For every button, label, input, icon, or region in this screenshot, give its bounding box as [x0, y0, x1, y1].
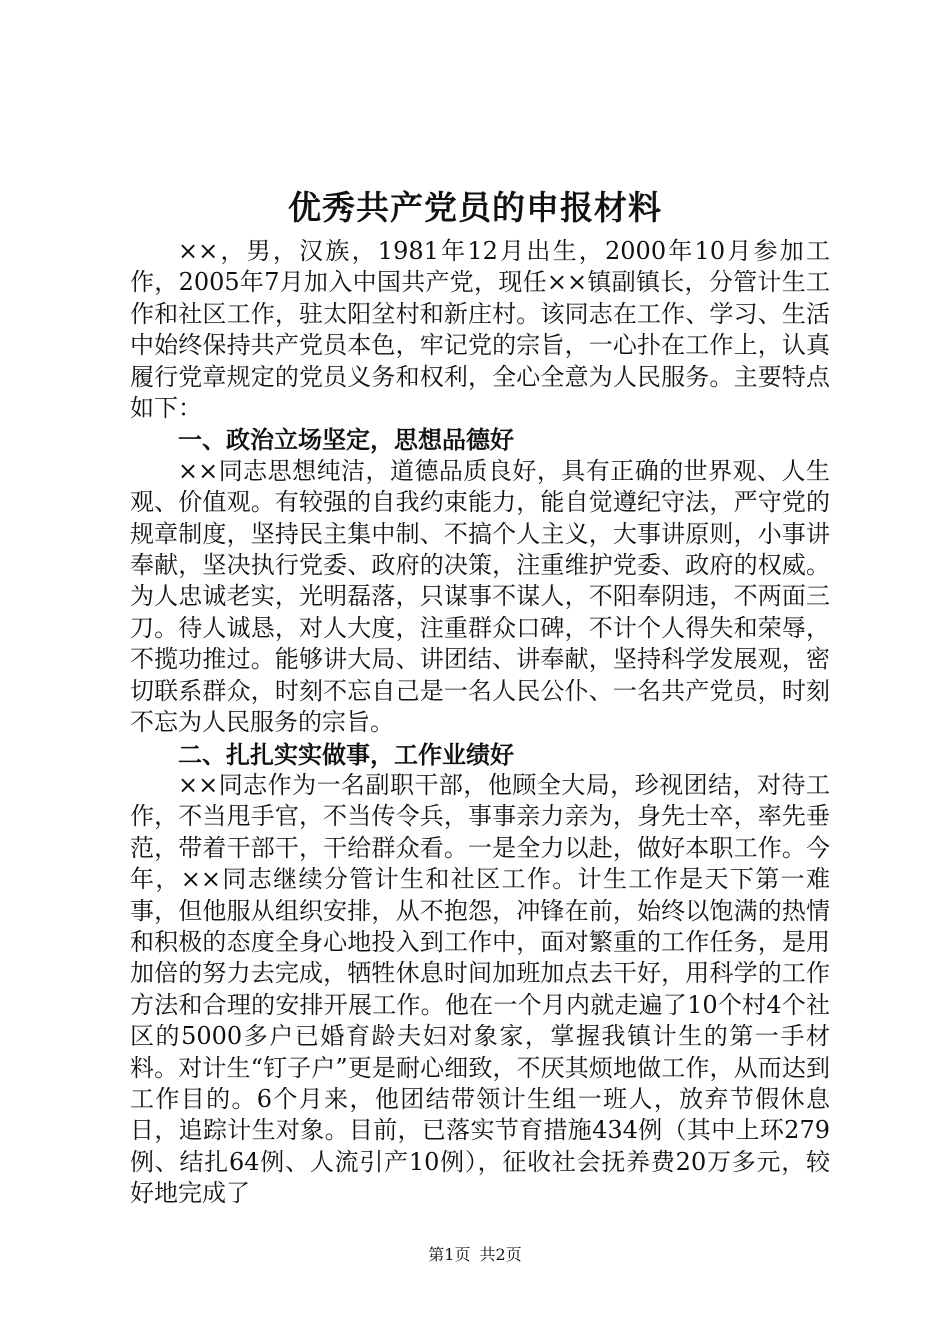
section-1-heading: 一、政治立场坚定，思想品德好: [178, 425, 514, 455]
page-number-current: 第1页: [428, 1245, 471, 1264]
intro-paragraph: ××，男，汉族，1981年12月出生，2000年10月参加工作，2005年7月加入中国共产党，现任××镇副镇长，分管计生工作和社区工作，驻太阳坌村和新庄村。该同志在工作、学习、生活中始终保持共产党员本色，牢记党的宗旨，一心扑在工作上，认真履行党章规定的党员义务和权利，全心全意为人民服务。主要特点如下：: [130, 237, 830, 423]
section-1-paragraph: ××同志思想纯洁，道德品质良好，具有正确的世界观、人生观、价值观。有较强的自我约束能力，能自觉遵纪守法，严守党的规章制度，坚持民主集中制、不搞个人主义，大事讲原则，小事讲奉献，坚决执行党委、政府的决策，注重维护党委、政府的权威。为人忠诚老实，光明磊落，只谋事不谋人，不阳奉阴违，不两面三刀。待人诚恳，对人大度，注重群众口碑，不计个人得失和荣辱，不揽功推过。能够讲大局、讲团结、讲奉献，坚持科学发展观，密切联系群众，时刻不忘自己是一名人民公仆、一名共产党员，时刻不忘为人民服务的宗旨。: [130, 456, 830, 737]
section-2-heading: 二、扎扎实实做事，工作业绩好: [178, 739, 514, 769]
document-body: [130, 236, 830, 1210]
page-number-total: 共2页: [479, 1245, 522, 1264]
page-footer: [0, 1244, 950, 1266]
document-title: 优秀共产党员的申报材料: [288, 188, 662, 227]
section-2-paragraph: ××同志作为一名副职干部，他顾全大局，珍视团结，对待工作，不当甩手官，不当传令兵，事事亲力亲为，身先士卒，率先垂范，带着干部干，干给群众看。一是全力以赴，做好本职工作。今年，××同志继续分管计生和社区工作。计生工作是天下第一难事，但他服从组织安排，从不抱怨，冲锋在前，始终以饱满的热情和积极的态度全身心地投入到工作中，面对繁重的工作任务，是用加倍的努力去完成，牺牲休息时间加班加点去干好，用科学的工作方法和合理的安排开展工作。他在一个月内就走遍了10个村4个社区的5000多户已婚育龄夫妇对象家，掌握我镇计生的第一手材料。对计生“钉子户”更是耐心细致，不厌其烦地做工作，从而达到工作目的。6个月来，他团结带领计生组一班人，放弃节假休息日，追踪计生对象。目前，已落实节育措施434例（其中上环279例、结扎64例、人流引产10例），征收社会抚养费20万多元，较好地完成了: [130, 770, 830, 1208]
